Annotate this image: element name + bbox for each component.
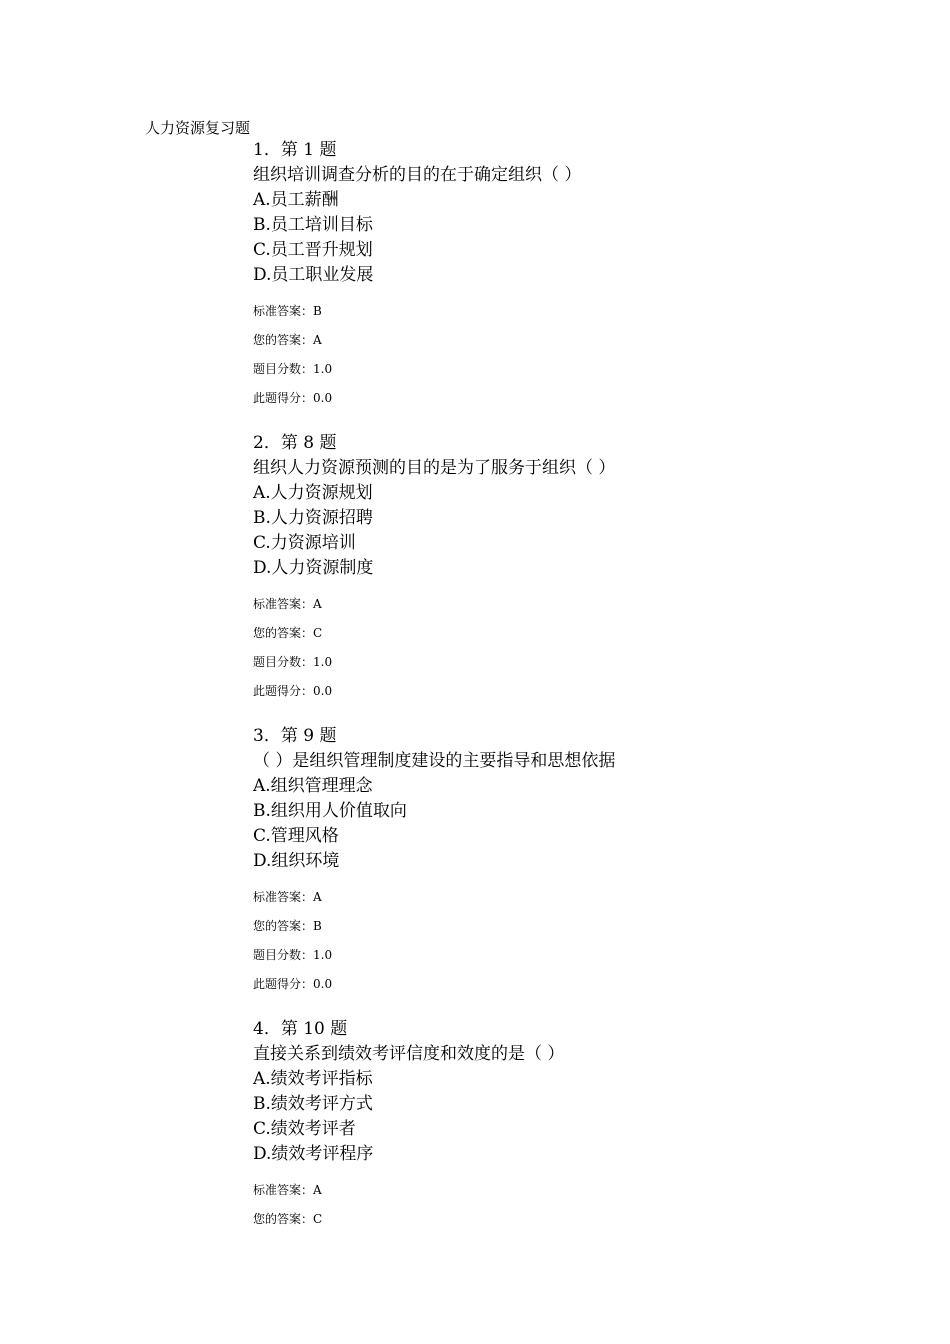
option-b: B.组织用人价值取向 [253,801,407,821]
option-d: D.组织环境 [253,851,340,871]
answer-meta [253,1176,893,1234]
your-answer: 您的答案：C [253,626,323,640]
question-block [253,431,893,706]
question-stem: （ ）是组织管理制度建设的主要指导和思想依据 [253,751,616,771]
option-d: D.绩效考评程序 [253,1144,374,1164]
option-a: A.绩效考评指标 [253,1069,373,1089]
answer-meta [253,883,893,999]
document-title: 人力资源复习题 [145,119,251,137]
earned-score: 此题得分：0.0 [253,391,333,405]
option-d: D.人力资源制度 [253,558,374,578]
question-header: 2．第 8 题 [253,433,337,453]
option-b: B.员工培训目标 [253,215,373,235]
option-a: A.员工薪酬 [253,190,339,210]
option-c: C.力资源培训 [253,533,356,553]
option-c: C.绩效考评者 [253,1119,356,1139]
earned-score: 此题得分：0.0 [253,684,333,698]
your-answer: 您的答案：B [253,919,322,933]
standard-answer: 标准答案：B [253,304,322,318]
option-a: A.人力资源规划 [253,483,373,503]
question-score: 题目分数：1.0 [253,362,333,376]
question-block [253,724,893,999]
option-c: C.员工晋升规划 [253,240,373,260]
option-a: A.组织管理理念 [253,776,373,796]
earned-score: 此题得分：0.0 [253,977,333,991]
question-stem: 直接关系到绩效考评信度和效度的是（ ） [253,1044,565,1064]
standard-answer: 标准答案：A [253,1183,322,1197]
option-b: B.绩效考评方式 [253,1094,373,1114]
question-header: 1．第 1 题 [253,140,337,160]
answer-meta [253,297,893,413]
option-d: D.员工职业发展 [253,265,374,285]
question-score: 题目分数：1.0 [253,655,333,669]
your-answer: 您的答案：C [253,1212,323,1226]
your-answer: 您的答案：A [253,333,322,347]
standard-answer: 标准答案：A [253,890,322,904]
question-stem: 组织培训调查分析的目的在于确定组织（ ） [253,165,582,185]
option-c: C.管理风格 [253,826,339,846]
question-stem: 组织人力资源预测的目的是为了服务于组织（ ） [253,458,616,478]
option-b: B.人力资源招聘 [253,508,373,528]
question-score: 题目分数：1.0 [253,948,333,962]
answer-meta [253,590,893,706]
question-header: 3．第 9 题 [253,726,337,746]
question-block [253,138,893,413]
standard-answer: 标准答案：A [253,597,322,611]
question-header: 4．第 10 题 [253,1019,348,1039]
question-block [253,1017,893,1234]
